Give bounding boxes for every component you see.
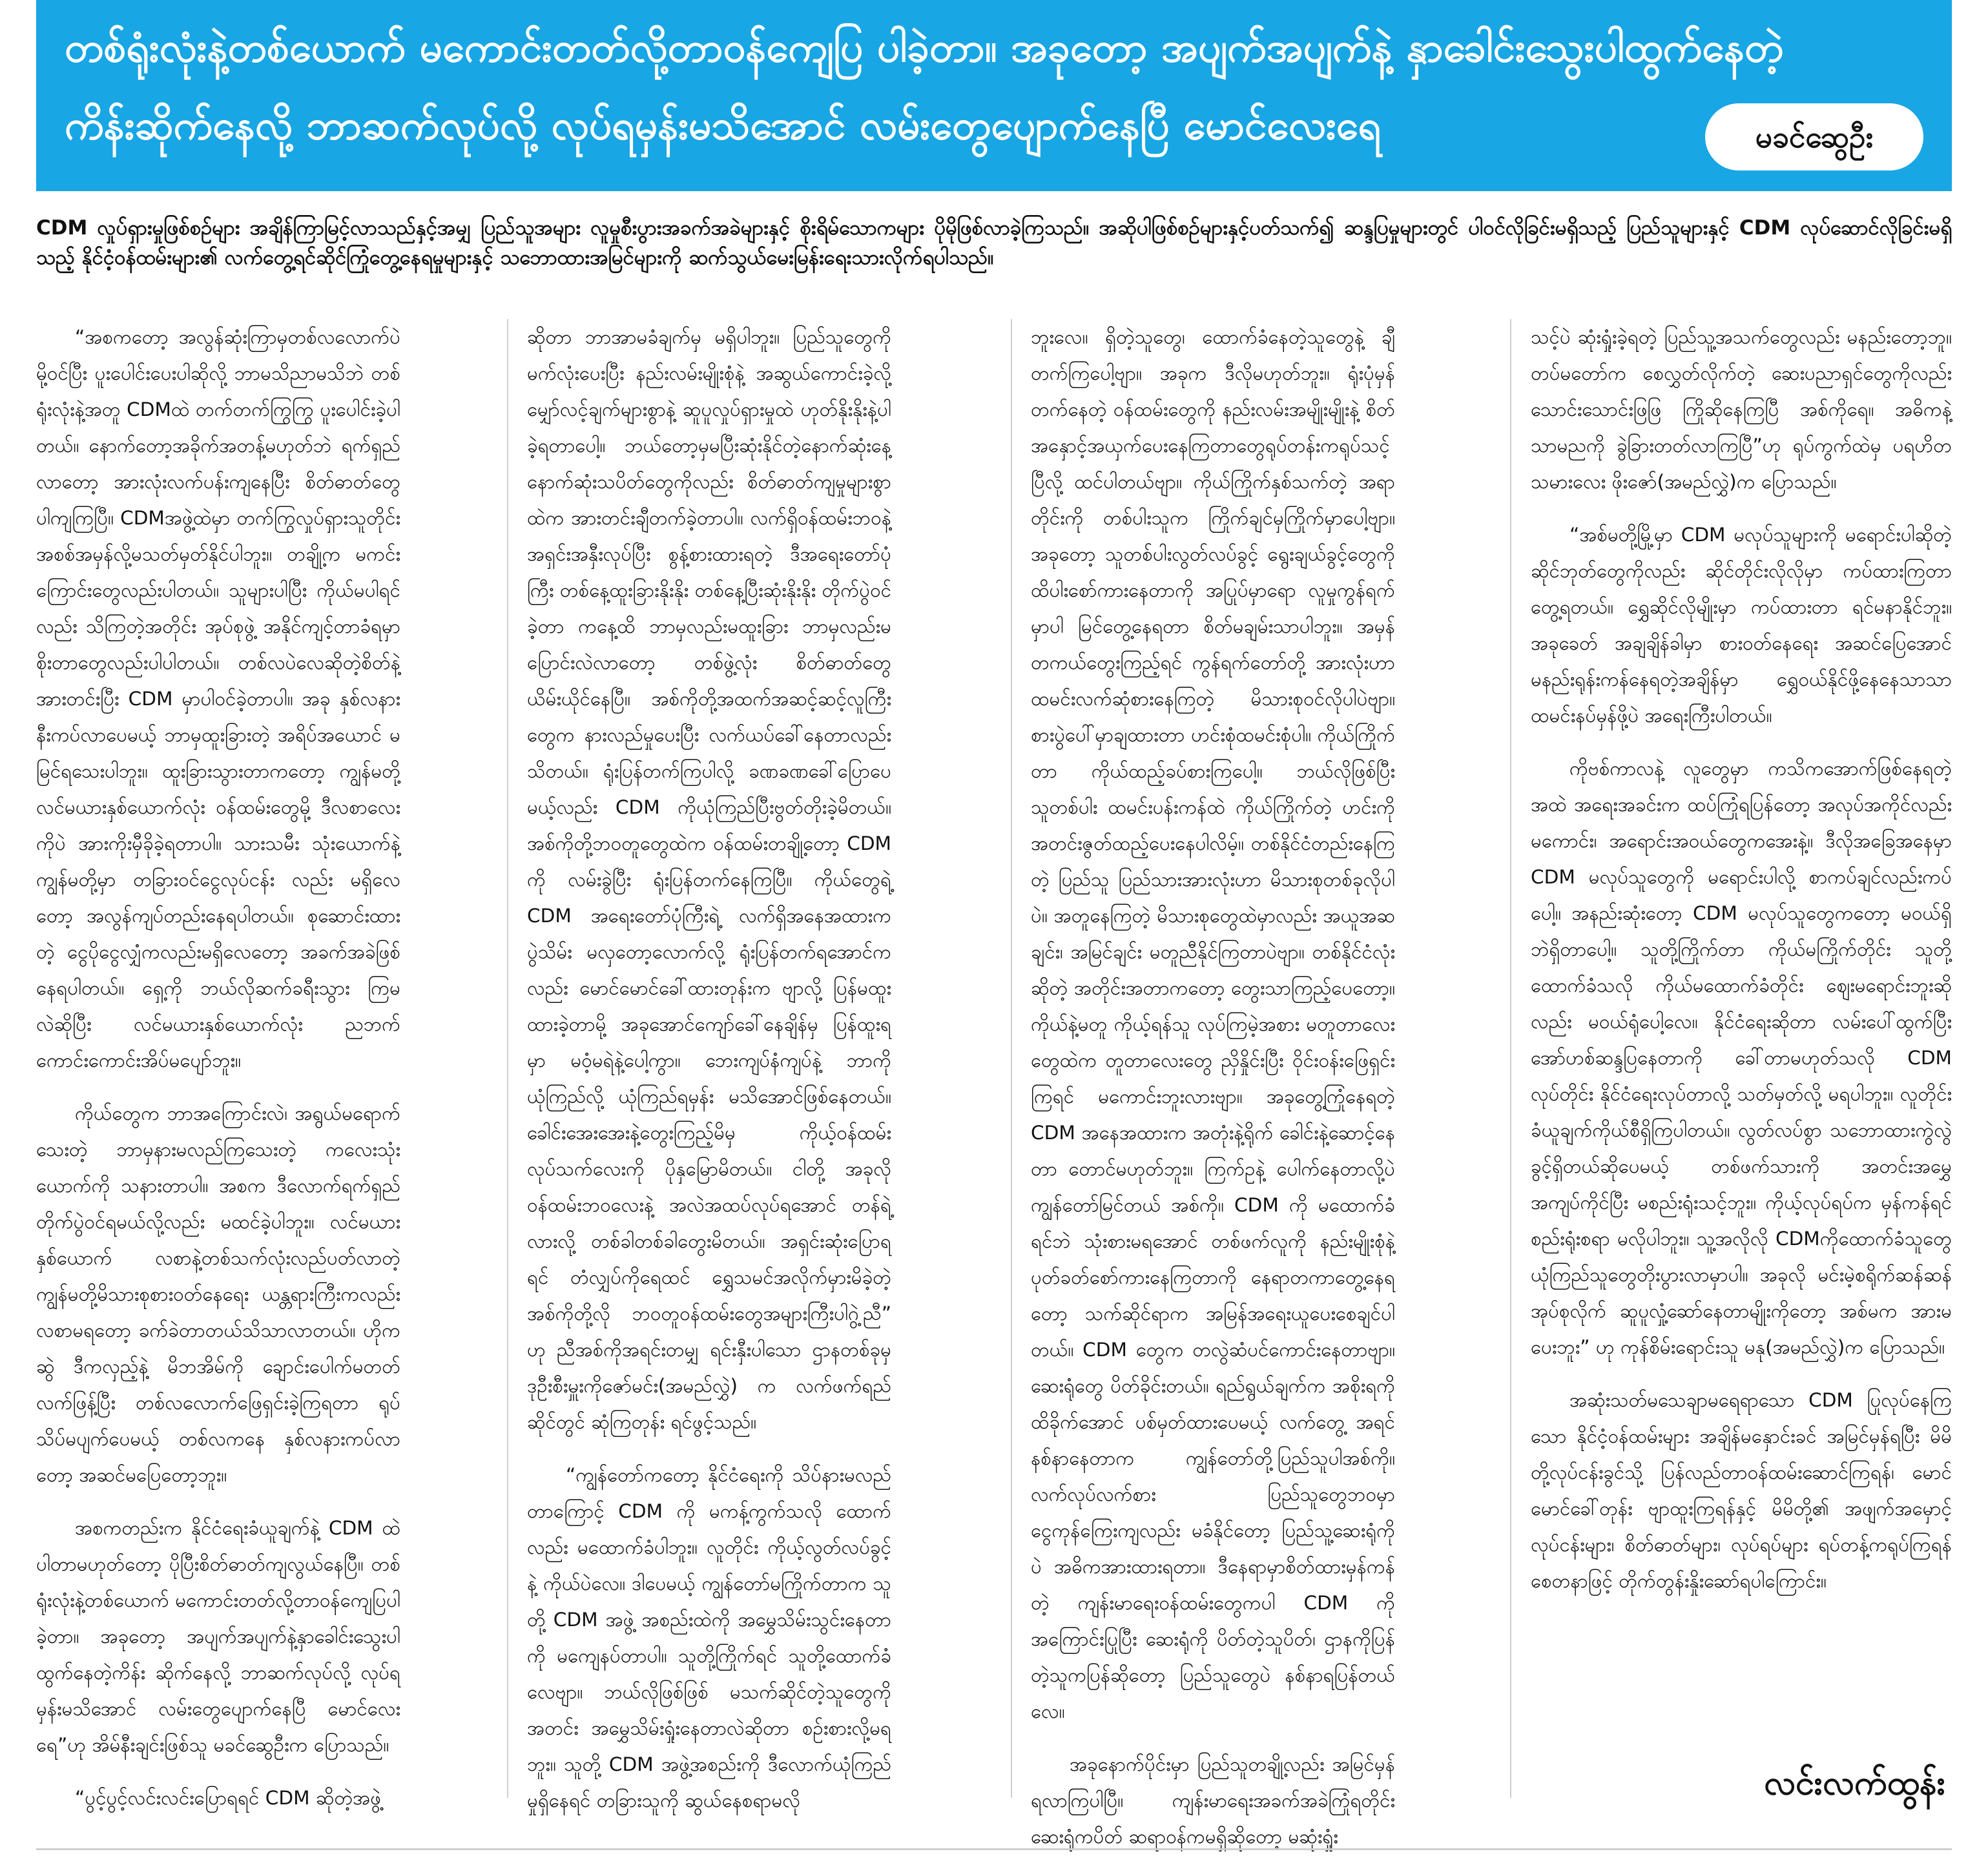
paragraph: ဆိုတာ ဘာအာမခံချက်မှ မရှိပါဘူး။ ပြည်သူတွေကို မက်လုံးပေးပြီး နည်းလမ်းမျိုးစုံနဲ့ အဆွယ်ကောင်းခဲ့လို့ မျှော်လင့်ချက်များစွာနဲ့ ဆူပူလှုပ်ရှားမှုထဲ ဟုတ်နိုးနိုးနဲ့ပါခဲ့ရတာပေါ့။ ဘယ်တော့မှမပြီးဆုံးနိုင်တဲ့နောက်ဆုံးနေ့ နောက်ဆုံးသပိတ်တွေကိုလည်း စိတ်ဓာတ်ကျမှုများစွာထဲက အားတင်းချီတက်ခဲ့တာပါ။ လက်ရှိဝန်ထမ်းဘဝနဲ့ အရှင်းအနှီးလုပ်ပြီး စွန့်စားထားရတဲ့ ဒီအရေးတော်ပုံကြီး တစ်နေ့ထူးခြားနိုးနိုး တစ်နေ့ပြီးဆုံးနိုးနိုး တိုက်ပွဲဝင်ခဲ့တာ ကနေ့ထိ ဘာမှလည်းမထူးခြား ဘာမှလည်းမပြောင်းလဲလာတော့ တစ်ဖွဲ့လုံး စိတ်ဓာတ်တွေ ယိမ်းယိုင်နေပြီ။ အစ်ကိုတို့အထက်အဆင့်ဆင့်လူကြီးတွေက နားလည်မှုပေးပြီး လက်ယပ်ခေါ်နေတာလည်း သိတယ်။ ရုံးပြန်တက်ကြပါလို့ ခဏခဏခေါ်ပြောပေမယ့်လည်း CDM ကိုယုံကြည်ပြီးဗွတ်တိုးခဲ့မိတယ်။ အစ်ကိုတို့ဘဝတူတွေထဲက ဝန်ထမ်းတချို့တော့ CDM ကို လမ်းခွဲပြီး ရုံးပြန်တက်နေကြပြီ။ ကိုယ်တွေရဲ့ CDM အရေးတော်ပုံကြီးရဲ့ လက်ရှိအနေအထားက ပွဲသိမ်း မလှတော့လောက်လို့ ရုံးပြန်တက်ရအောင်ကလည်း မောင်မောင်ခေါ်ထားတုန်းက ဗျာလို့ ပြန်မထူးထားခဲ့တာမို့ အခုအောင်ကျော်ခေါ်နေချိန်မှ ပြန်ထူးရမှာ မဝံ့မရဲနဲ့ပေါ့ကွာ။ ဘေးကျပ်နံကျပ်နဲ့ ဘာကိုယုံကြည်လို့ ယုံကြည်ရမှန်း မသိအောင်ဖြစ်နေတယ်။ ခေါင်းအေးအေးနဲ့တွေးကြည့်မိမှ ကိုယ့်ဝန်ထမ်းလုပ်သက်လေးကို ပိုနှမြောမိတယ်။ ငါတို့ အခုလို ဝန်ထမ်းဘဝလေးနဲ့ အလဲအထပ်လုပ်ရအောင် တန်ရဲ့လားလို့ တစ်ခါတစ်ခါတွေးမိတယ်။ အရှင်းဆုံးပြောရရင် တံလျှပ်ကိုရေထင် ရွှေသမင်အလိုက်မှားမိခဲ့တဲ့ အစ်ကိုတို့လို ဘဝတူဝန်ထမ်းတွေအများကြီးပါဂွဲ့ညီ” ဟု ညီအစ်ကိုအရင်းတမျှ ရင်းနှီးပါသော ဌာနတစ်ခုမှ ဒုဦးစီးမှူးကိုဇော်မင်း(အမည်လွှဲ) က လက်ဖက်ရည်ဆိုင်တွင် ဆုံကြတုန်း ရင်ဖွင့်သည်။ <box>527 326 891 1433</box>
paragraph: “ပွင့်ပွင့်လင်းလင်းပြောရရင် CDM ဆိုတဲ့အဖွဲ့ <box>75 1787 382 1809</box>
headline-line-2: ကိန်းဆိုက်နေလို့ ဘာဆက်လုပ်လို့ လုပ်ရမှန်းမသိအောင် လမ်းတွေပျောက်နေပြီ မောင်လေးရေ <box>65 101 1382 149</box>
headline <box>65 9 1929 164</box>
paragraph: အခုနောက်ပိုင်းမှာ ပြည်သူတချို့လည်း အမြင်မှန် ရလာကြပါပြီ။ ကျန်းမာရေးအခက်အခဲကြုံရတိုင်း ဆေးရုံကပိတ် ဆရာဝန်ကမရှိဆိုတော့ မဆုံးရှုံး <box>1031 1753 1395 1848</box>
article-column-4 <box>1531 319 1952 1804</box>
paragraph: “အစကတော့ အလွန်ဆုံးကြာမှတစ်လလောက်ပဲမို့ဝင်ပြီး ပူးပေါင်းပေးပါဆိုလို့ ဘာမသိညာမသိဘဲ တစ်ရုံးလုံးနဲ့အတူ CDMထဲ တက်တက်ကြွကြွ ပူးပေါင်းခဲ့ပါတယ်။ နောက်တော့အခိုက်အတန့်မဟုတ်ဘဲ ရက်ရှည်လာတော့ အားလုံးလက်ပန်းကျနေပြီး စိတ်ဓာတ်တွေပါကျကြပြီ။ CDMအဖွဲ့ထဲမှာ တက်ကြွလှုပ်ရှားသူတိုင်း အစစ်အမှန်လို့မသတ်မှတ်နိုင်ပါဘူး။ တချို့က မကင်းကြောင်းတွေလည်းပါတယ်။ သူများပါပြီး ကိုယ်မပါရင်လည်း သိကြတဲ့အတိုင်း အုပ်စုဖွဲ့ အနိုင်ကျင့်တာခံရမှာစိုးတာတွေလည်းပါပါတယ်။ တစ်လပဲလေဆိုတဲ့စိတ်နဲ့ အားတင်းပြီး CDM မှာပါဝင်ခဲ့တာပါ။ အခု နှစ်လနား နီးကပ်လာပေမယ့် ဘာမှထူးခြားတဲ့ အရိပ်အယောင် မမြင်ရသေးပါဘူး။ ထူးခြားသွားတာကတော့ ကျွန်မတို့ လင်မယားနှစ်ယောက်လုံး ဝန်ထမ်းတွေမို့ ဒီလစာလေးကိုပဲ အားကိုးမှီခိုခဲ့ရတာပါ။ သားသမီး သုံးယောက်နဲ့ ကျွန်မတို့မှာ တခြားဝင်ငွေလုပ်ငန်း လည်း မရှိလေတော့ အလွန်ကျပ်တည်းနေရပါတယ်။ စုဆောင်းထားတဲ့ ငွေပိုငွေလျှံကလည်းမရှိလေတော့ အခက်အခဲဖြစ်နေရပါတယ်။ ရှေ့ကို ဘယ်လိုဆက်ခရီးသွား ကြမလဲဆိုပြီး လင်မယားနှစ်ယောက်လုံး ညဘက်ကောင်းကောင်းအိပ်မပျော်ဘူး။ <box>36 326 400 1071</box>
headline-banner <box>36 0 1952 191</box>
reporter-signature: လင်းလက်ထွန်း <box>1764 1764 1945 1802</box>
paragraph: “အစ်မတို့မြို့မှာ CDM မလုပ်သူများကို မရောင်းပါဆိုတဲ့ ဆိုင်ဘုတ်တွေကိုလည်း ဆိုင်တိုင်းလိုလိုမှာ ကပ်ထားကြတာတွေ့ရတယ်။ ရွှေဆိုင်လိုမျိုးမှာ ကပ်ထားတာ ရင်မနာနိုင်ဘူး။ အခုခေတ် အချချိန်ခါမှာ စားဝတ်နေရေး အဆင်ပြေအောင် မနည်းရုန်းကန်နေရတဲ့အချိန်မှာ ရွှေဝယ်နိုင်ဖို့နေနေသာသာ ထမင်းနပ်မှန်ဖို့ပဲ အရေးကြီးပါတယ်။ <box>1531 524 1952 727</box>
column-divider <box>1011 319 1012 1798</box>
article-body <box>36 319 1952 1848</box>
article-column-1 <box>36 319 400 1809</box>
paragraph: အစကတည်းက နိုင်ငံရေးခံယူချက်နဲ့ CDM ထဲပါတာမဟုတ်တော့ ပိုပြီးစိတ်ဓာတ်ကျလွယ်နေပြီ။ တစ်ရုံးလုံးနဲ့တစ်ယောက် မကောင်းတတ်လို့တာဝန်ကျေပြပါခဲ့တာ။ အခုတော့ အပျက်အပျက်နဲ့နှာခေါင်းသွေးပါထွက်နေတဲ့ကိန်း ဆိုက်နေလို့ ဘာဆက်လုပ်လို့ လုပ်ရမှန်းမသိအောင် လမ်းတွေပျောက်နေပြီ မောင်လေးရေ”ဟု အိမ်နီးချင်းဖြစ်သူ မခင်ဆွေဦးက ပြောသည်။ <box>36 1517 400 1756</box>
paragraph: “ကျွန်တော်ကတော့ နိုင်ငံရေးကို သိပ်နားမလည်တာကြောင့် CDM ကို မကန့်ကွက်သလို ထောက်လည်း မထောက်ခံပါဘူး။ လူတိုင်း ကိုယ့်လွတ်လပ်ခွင့်နဲ့ ကိုယ်ပဲလေ။ ဒါပေမယ့် ကျွန်တော်မကြိုက်တာက သူတို့ CDM အဖွဲ့ အစည်းထဲကို အမွှေသိမ်းသွင်းနေတာကို မကျေနပ်တာပါ။ သူတို့ကြိုက်ရင် သူတို့ထောက်ခံလေဗျာ။ ဘယ်လိုဖြစ်ဖြစ် မသက်ဆိုင်တဲ့သူတွေကို အတင်း အမွှေသိမ်းရှုံးနေတာလဲဆိုတာ စဉ်းစားလို့မရဘူး။ သူတို့ CDM အဖွဲ့အစည်းကို ဒီလောက်ယုံကြည်မှုရှိနေရင် တခြားသူကို ဆွယ်နေစရာမလို <box>527 1464 891 1811</box>
author-byline: မခင်ဆွေဦး <box>1705 103 1923 170</box>
column-divider <box>507 319 508 1798</box>
paragraph: ဘူးလေ။ ရှိတဲ့သူတွေ၊ ထောက်ခံနေတဲ့သူတွေနဲ့ ချီတက်ကြပေါ့ဗျာ။ အခုက ဒီလိုမဟုတ်ဘူး။ ရုံးပုံမှန်တက်နေတဲ့ ဝန်ထမ်းတွေကို နည်းလမ်းအမျိုးမျိုးနဲ့ စိတ်အနှောင့်အယှက်ပေးနေကြတာတွေရုပ်တန်းကရုပ်သင့်ပြီလို့ ထင်ပါတယ်ဗျာ။ ကိုယ်ကြိုက်နှစ်သက်တဲ့ အရာတိုင်းကို တစ်ပါးသူက ကြိုက်ချင်မှကြိုက်မှာပေါ့ဗျာ။ အခုတော့ သူတစ်ပါးလွတ်လပ်ခွင့် ရွေးချယ်ခွင့်တွေကို ထိပါးစော်ကားနေတာကို အပြုပ်မှာရော လူမှုကွန်ရက်မှာပါ မြင်တွေ့နေရတာ စိတ်မချမ်းသာပါဘူး။ အမှန်တကယ်တွေးကြည့်ရင် ကွန်ရက်တော်တို့ အားလုံးဟာ ထမင်းလက်ဆုံစားနေကြတဲ့ မိသားစုဝင်လိုပါပဲဗျာ။ စားပွဲပေါ်မှာချထားတာ ဟင်းစုံထမင်းစုံပါ။ ကိုယ်ကြိုက်တာ ကိုယ်ထည့်ခပ်စားကြပေါ့။ ဘယ်လိုဖြစ်ပြီး သူတစ်ပါး ထမင်းပန်းကန်ထဲ ကိုယ်ကြိုက်တဲ့ ဟင်းကို အတင်းဇွတ်ထည့်ပေးနေပါလိမ့်။ တစ်နိုင်ငံတည်းနေကြတဲ့ ပြည်သူ ပြည်သားအားလုံးဟာ မိသားစုတစ်ခုလိုပါပဲ။ အတူနေကြတဲ့ မိသားစုတွေထဲမှာလည်း အယူအဆချင်း၊ အမြင်ချင်း မတူညီနိုင်ကြတာပဲဗျာ။ တစ်နိုင်ငံလုံးဆိုတဲ့ အတိုင်းအတာကတော့ တွေးသာကြည့်ပေတော့။ ကိုယ်နဲ့မတူ ကိုယ့်ရန်သူ လုပ်ကြမဲ့အစား မတူတာလေးတွေထဲက တူတာလေးတွေ ညှိနှိုင်းပြီး ဝိုင်းဝန်းဖြေရှင်းကြရင် မကောင်းဘူးလားဗျာ။ အခုတွေ့ကြုံနေရတဲ့ CDM အနေအထားက အတုံးနဲ့ရိုက် ခေါင်းနဲ့ဆောင့်နေတာ တောင်မဟုတ်ဘူး။ ကြက်ဥနဲ့ ပေါက်နေတာလို့ပဲ ကျွန်တော်မြင်တယ် အစ်ကို။ CDM ကို မထောက်ခံရင်ဘဲ သုံးစားမရအောင် တစ်ဖက်လူကို နည်းမျိုးစုံနဲ့ ပုတ်ခတ်စော်ကားနေကြတာကို နေရာတကာတွေ့နေရတော့ သက်ဆိုင်ရာက အမြန်အရေးယူပေးစေချင်ပါတယ်။ CDM တွေက တလွဲဆံပင်ကောင်းနေတာဗျာ။ ဆေးရုံတွေ ပိတ်ခိုင်းတယ်။ ရည်ရွယ်ချက်က အစိုးရကို ထိခိုက်အောင် ပစ်မှတ်ထားပေမယ့် လက်တွေ့ အရင်နစ်နာနေတာက ကျွန်တော်တို့ပြည်သူပါအစ်ကို။ လက်လုပ်လက်စား ပြည်သူတွေဘဝမှာ ငွေကုန်ကြေးကျလည်း မခံနိုင်တော့ ပြည်သူ့ဆေးရုံကိုပဲ အဓိကအားထားရတာ။ ဒီနေရာမှာစိတ်ထားမှန်ကန်တဲ့ ကျန်းမာရေးဝန်ထမ်းတွေကပါ CDM ကို အကြောင်းပြုပြီး ဆေးရုံကို ပိတ်တဲ့သူပိတ်၊ ဌာနကိုပြန်တဲ့သူကပြန်ဆိုတော့ ပြည်သူတွေပဲ နစ်နာရပြန်တယ်လေ။ <box>1031 326 1395 1722</box>
paragraph: ကိုဗစ်ကာလနဲ့ လူတွေမှာ ကသိကအောက်ဖြစ်နေရတဲ့အထဲ အရေးအခင်းက ထပ်ကြုံရပြန်တော့ အလုပ်အကိုင်လည်း မကောင်း၊ အရောင်းအဝယ်တွေကအေးနဲ့။ ဒီလိုအခြေအနေမှာ CDM မလုပ်သူတွေကို မရောင်းပါလို့ စာကပ်ချင်လည်းကပ်ပေါ့။ အနည်းဆုံးတော့ CDM မလုပ်သူတွေကတော့ မဝယ်ရှိဘဲရှိတာပေါ့။ သူတို့ကြိုက်တာ ကိုယ်မကြိုက်တိုင်း သူတို့ထောက်ခံသလို ကိုယ်မထောက်ခံတိုင်း ဈေးမရောင်းဘူးဆိုလည်း မဝယ်ရုံပေါ့လေ။ နိုင်ငံရေးဆိုတာ လမ်းပေါ်ထွက်ပြီး အော်ဟစ်ဆန္ဒပြနေတာကို ခေါ်တာမဟုတ်သလို CDM လုပ်တိုင်း နိုင်ငံရေးလုပ်တာလို့ သတ်မှတ်လို့ မရပါဘူး။ လူတိုင်း ခံယူချက်ကိုယ်စီရှိကြပါတယ်။ လွတ်လပ်စွာ သဘောထားကွဲလွဲခွင့်ရှိတယ်ဆိုပေမယ့် တစ်ဖက်သားကို အတင်းအမွှေအကျပ်ကိုင်ပြီး မစည်းရုံးသင့်ဘူး။ ကိုယ့်လုပ်ရပ်က မှန်ကန်ရင် စည်းရုံးစရာ မလိုပါဘူး။ သူ့အလိုလို CDMကိုထောက်ခံသူတွေယုံကြည်သူတွေတိုးပွားလာမှာပါ။ အခုလို မင်းမဲ့စရိုက်ဆန်ဆန် အုပ်စုလိုက် ဆူပူလှုံ့ဆော်နေတာမျိုးကိုတော့ အစ်မက အားမပေးဘူး” ဟု ကုန်စိမ်းရောင်းသူ မနု(အမည်လွှဲ)က ပြောသည်။ <box>1531 758 1952 1358</box>
paragraph: ကိုယ်တွေက ဘာအကြောင်းလဲ၊ အရွယ်မရောက်သေးတဲ့ ဘာမှနားမလည်ကြသေးတဲ့ ကလေးသုံးယောက်ကို သနားတာပါ။ အစက ဒီလောက်ရက်ရှည်တိုက်ပွဲဝင်ရမယ်လို့လည်း မထင်ခဲ့ပါဘူး။ လင်မယားနှစ်ယောက် လစာနဲ့တစ်သက်လုံးလည်ပတ်လာတဲ့ ကျွန်မတို့မိသားစုစားဝတ်နေရေး ယန္တရားကြီးကလည်း လစာမရတော့ ခက်ခဲတာတယ်သိသာလာတယ်။ ဟိုကဆွဲ ဒီကလှည့်နဲ့ မိဘအိမ်ကို ချောင်းပေါက်မတတ် လက်ဖြန့်ပြီး တစ်လလောက်ဖြေရှင်းခဲ့ကြရတာ ရုပ်သိပ်မပျက်ပေမယ့် တစ်လကနေ နှစ်လနားကပ်လာတော့ အဆင်မပြေတော့ဘူး။ <box>36 1102 400 1486</box>
paragraph: အဆုံးသတ်မသေချာမရေရာသော CDM ပြုလုပ်နေကြသော နိုင်ငံ့ဝန်ထမ်းများ အချိန်မနှောင်းခင် အမြင်မှန်ရပြီး မိမိတို့လုပ်ငန်းခွင်သို့ ပြန်လည်တာဝန်ထမ်းဆောင်ကြရန်၊ မောင်မောင်ခေါ်တုန်း ဗျာထူးကြရန်နှင့် မိမိတို့၏ အဖျက်အမှောင့်လုပ်ငန်းများ၊ စိတ်ဓာတ်များ၊ လုပ်ရပ်များ ရပ်တန့်ကရုပ်ကြရန် စေတနာဖြင့် တိုက်တွန်းနှိုးဆော်ရပါကြောင်း။ <box>1531 1389 1952 1592</box>
bottom-divider <box>36 1848 1952 1850</box>
article-column-3 <box>1031 319 1395 1848</box>
headline-line-1: တစ်ရုံးလုံးနဲ့တစ်ယောက် မကောင်းတတ်လို့တာဝန်ကျေပြ ပါခဲ့တာ။ အခုတော့ အပျက်အပျက်နဲ့ နှာခေါင်းသွေးပါထွက်နေတဲ့ <box>65 24 1784 71</box>
column-divider <box>1510 319 1511 1798</box>
lead-paragraph: CDM လှုပ်ရှားမှုဖြစ်စဉ်များ အချိန်ကြာမြင့်လာသည်နှင့်အမျှ ပြည်သူအများ လူမှုစီးပွားအခက်အခဲများနှင့် စိုးရိမ်သောကများ ပိုမိုဖြစ်လာခဲ့ကြသည်။ အဆိုပါဖြစ်စဉ်များနှင့်ပတ်သက်၍ ဆန္ဒပြမှုများတွင် ပါဝင်လိုခြင်းမရှိသည့် ပြည်သူများနှင့် CDM လုပ်ဆောင်လိုခြင်းမရှိသည့် နိုင်ငံ့ဝန်ထမ်းများ၏ လက်တွေ့ရင်ဆိုင်ကြုံတွေ့နေရမှုများနှင့် သဘောထားအမြင်များကို ဆက်သွယ်မေးမြန်းရေးသားလိုက်ရပါသည်။ <box>36 216 1952 269</box>
article-column-2 <box>527 319 891 1811</box>
paragraph: သင့်ပဲ ဆုံးရှုံးခဲ့ရတဲ့ ပြည်သူ့အသက်တွေလည်း မနည်းတော့ဘူ။ တပ်မတော်က စေလွှတ်လိုက်တဲ့ ဆေးပညာရှင်တွေကိုလည်း သောင်းသောင်းဖြဖြ ကြိုဆိုနေကြပြီ အစ်ကိုရေ။ အဓိကနဲ့သာမညကို ခွဲခြားတတ်လာကြပြီ”ဟု ရုပ်ကွက်ထဲမှ ပရဟိတ သမားလေး ဖိုးဇော်(အမည်လွှဲ)က ပြောသည်။ <box>1531 326 1952 493</box>
